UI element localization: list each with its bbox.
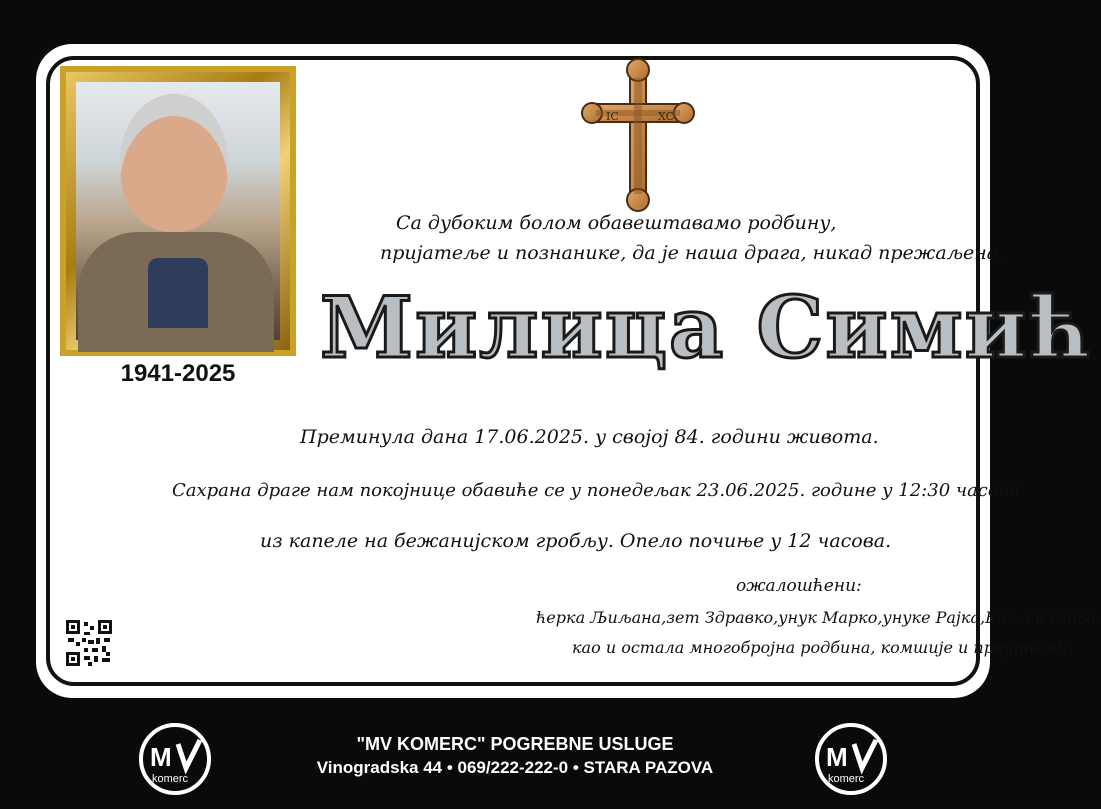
portrait-photo — [76, 82, 280, 340]
deceased-name: Милица Симић — [320, 278, 1093, 377]
mourners-line-2: као и остала многобројна родбина, комшије и пријатељи. — [572, 638, 1073, 657]
cross-right-text: XC — [658, 110, 675, 123]
mourners-label: ожалошћени: — [736, 576, 862, 596]
logo-left-text: komerc — [152, 773, 189, 785]
funeral-line-2: из капеле на бежанијском гробљу. Опело почиње у 12 часова. — [260, 530, 892, 552]
death-line: Преминула дана 17.06.2025. у својој 84. години живота. — [300, 426, 879, 448]
mourners-line-1: ћерка Љиљана,зет Здравко,унук Марко,унуке Рајка,Ваља и Сања, — [536, 608, 1101, 627]
portrait-frame — [60, 66, 296, 356]
svg-text:M: M — [826, 742, 848, 772]
logo-right-text: komerc — [828, 773, 865, 785]
footer-company: "MV KOMERC" POGREBNE USLUGE — [356, 734, 674, 754]
qr-code-icon — [66, 620, 112, 666]
svg-text:M: M — [150, 742, 172, 772]
footer-address: Vinogradska 44 • 069/222-222-0 • STARA PAZOVA — [316, 758, 714, 777]
funeral-line-1: Сахрана драге нам покојнице обавиће се у понедељак 23.06.2025. године у 12:30 часова — [172, 480, 1020, 501]
orthodox-cross-icon — [584, 58, 692, 212]
life-years: 1941-2025 — [120, 360, 236, 387]
cross-left-text: IC — [606, 110, 619, 123]
intro-line-2: пријатеље и познанике, да је наша драга, никад прежаљена, — [380, 242, 1005, 264]
intro-line-1: Са дубоким болом обавештавамо родбину, — [396, 212, 837, 234]
